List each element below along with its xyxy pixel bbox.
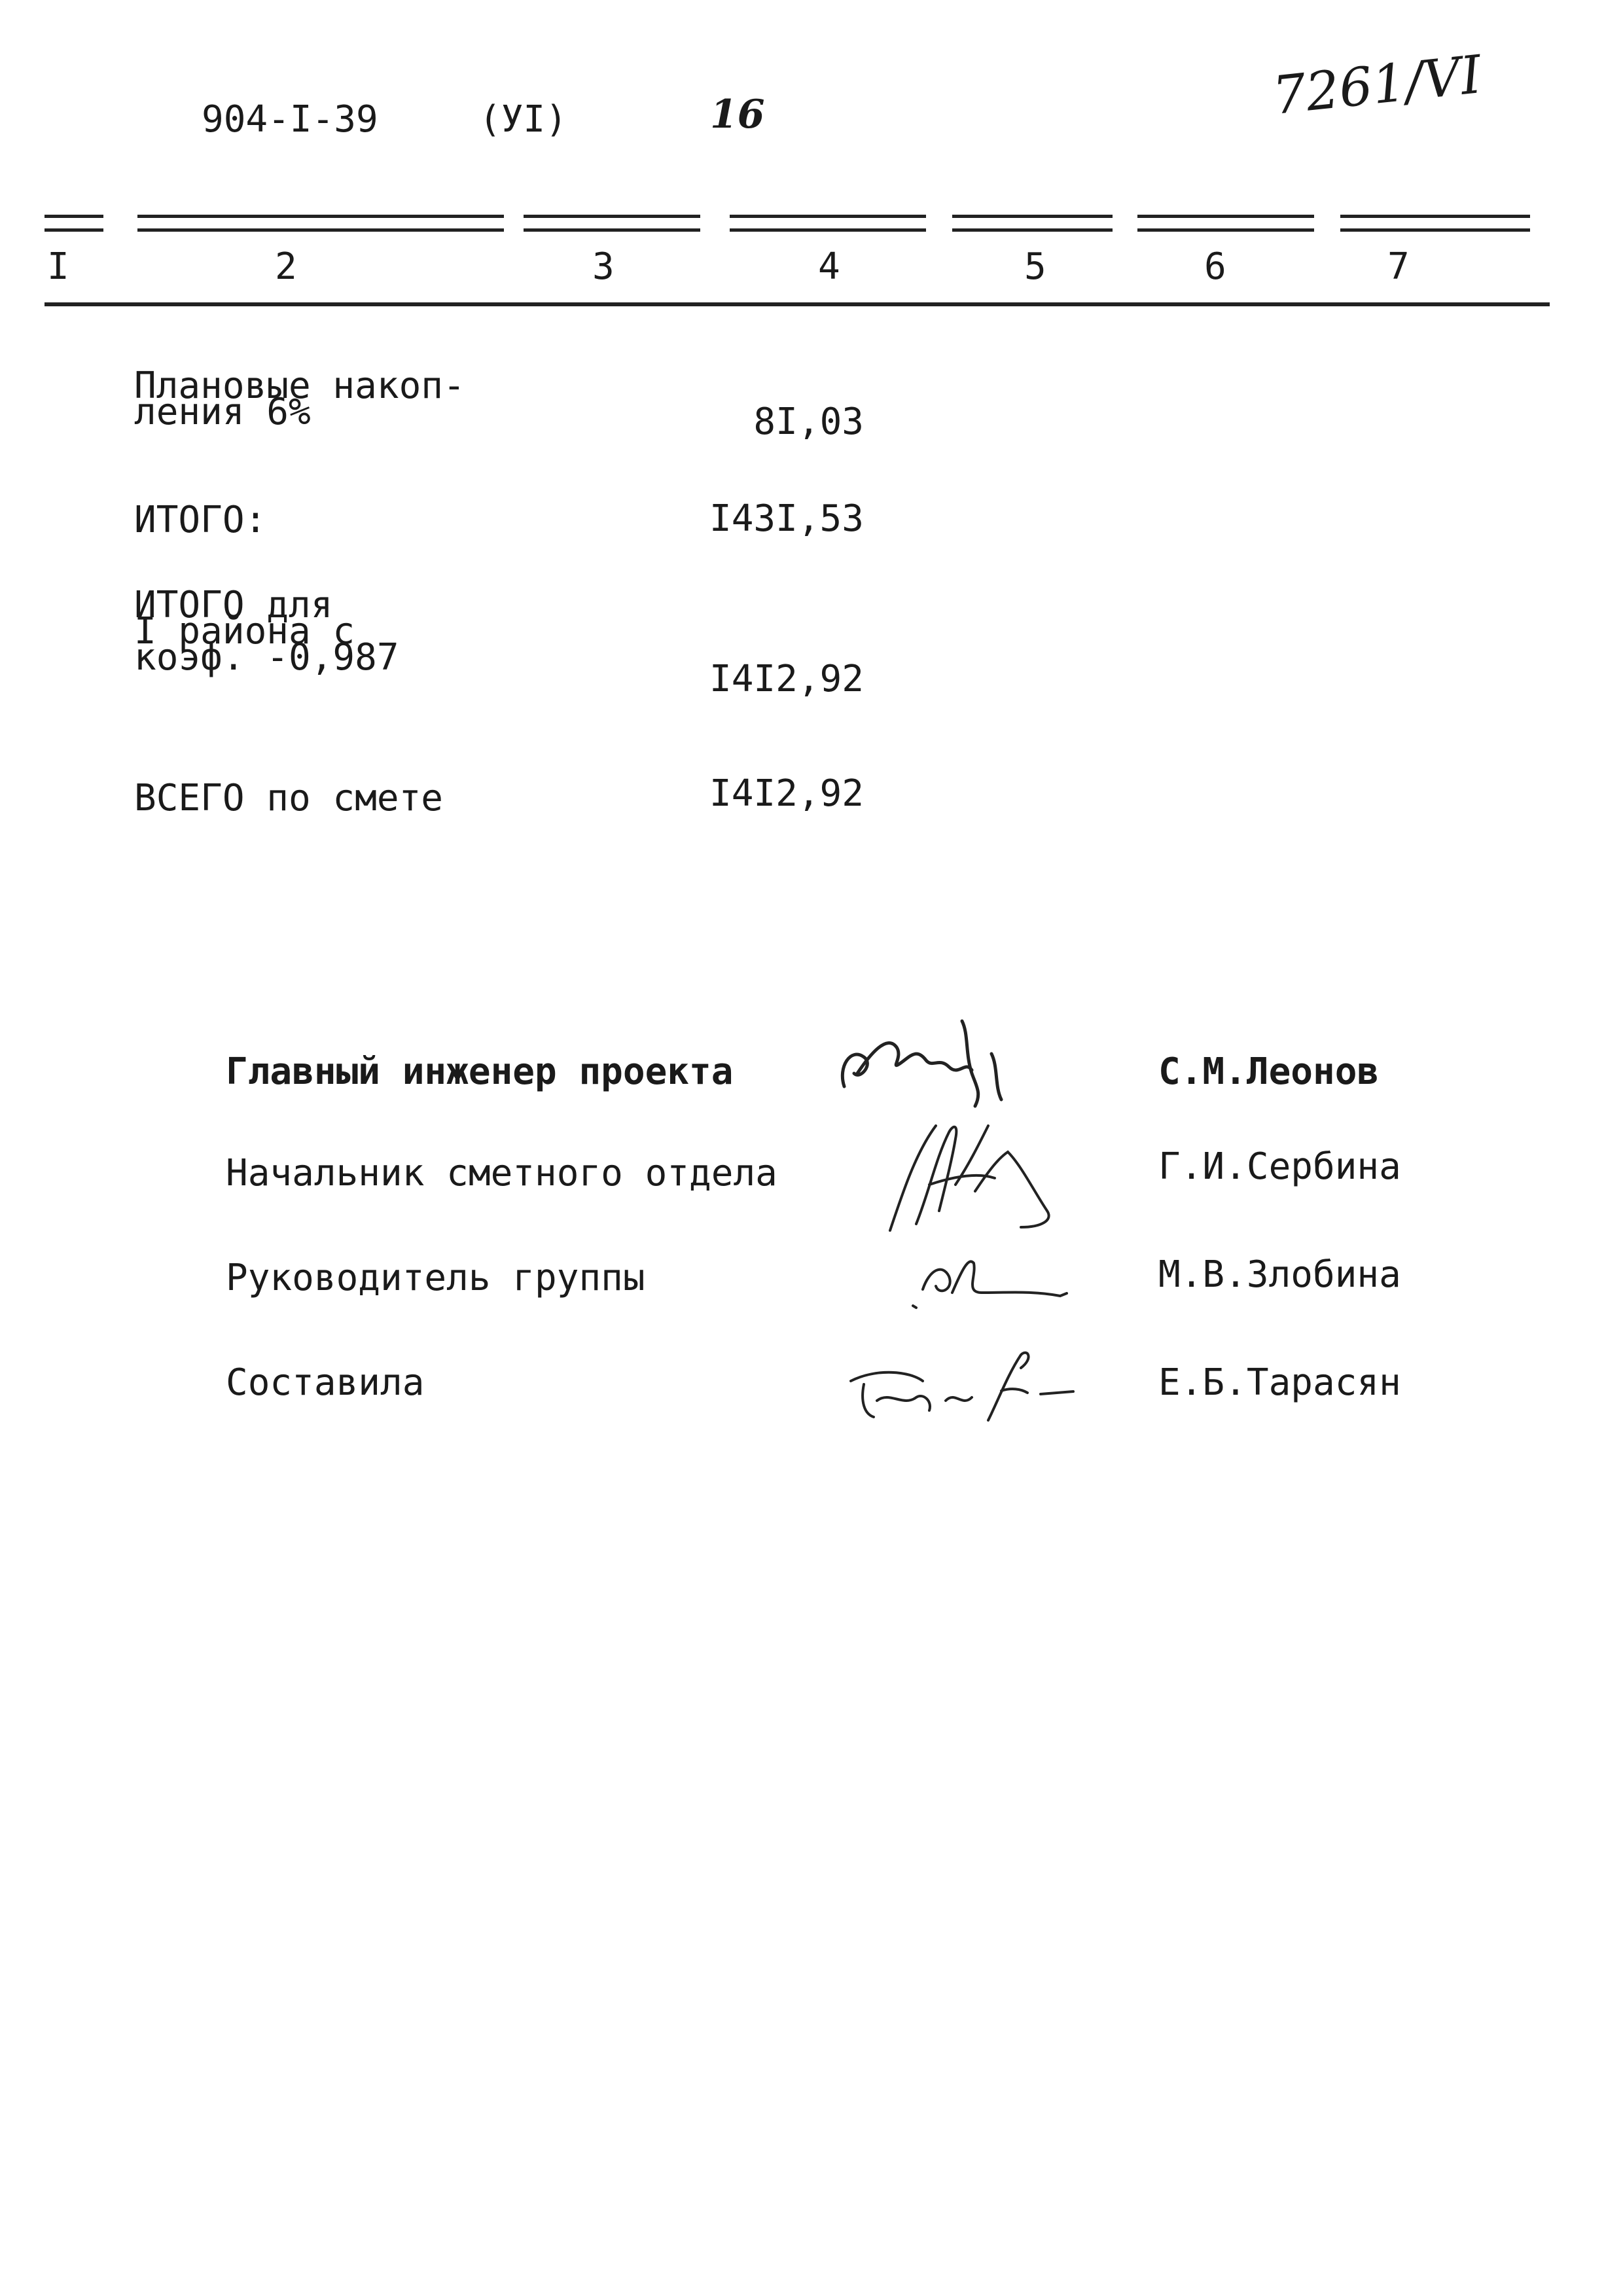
row-label: ИТОГО: [134,499,267,541]
signature-title: Начальник сметного отдела [226,1152,777,1194]
column-head: 7 [1387,245,1410,288]
document-part: (УI) [479,98,567,141]
signature-name: Г.И.Сербина [1158,1145,1401,1188]
column-head: 6 [1204,245,1226,288]
signature-name: С.М.Леонов [1158,1050,1380,1093]
column-head: 5 [1024,245,1046,288]
handwritten-signature-4 [825,1329,1113,1440]
handwritten-signature-3 [825,1230,1113,1322]
column-head: 3 [592,245,615,288]
column-head: 2 [275,245,297,288]
row-label: ИТОГО для I района с коэф. -0,987 [134,584,399,679]
row-value: I4I2,92 [709,658,864,700]
row-value: 8I,03 [753,401,864,443]
column-head: I [47,245,69,288]
row-label: ВСЕГО по смете [134,777,444,819]
document-code: 904-I-39 [202,98,378,141]
signature-title: Руководитель группы [226,1257,645,1299]
row-value: I43I,53 [709,497,864,540]
signature-title: Главный инженер проекта [226,1050,734,1093]
page-number: 16 [710,92,765,137]
archive-number: 7261/VI [1270,44,1485,126]
handwritten-signature-2 [825,1086,1113,1250]
signature-name: Е.Б.Тарасян [1158,1361,1401,1404]
row-value: I4I2,92 [709,772,864,815]
signature-title: Составила [226,1361,425,1404]
column-head: 4 [818,245,840,288]
row-label: Плановые накоп- ления 6% [134,365,465,433]
signature-name: М.В.Злобина [1158,1253,1401,1296]
table-header-bottom-rule [45,302,1550,306]
